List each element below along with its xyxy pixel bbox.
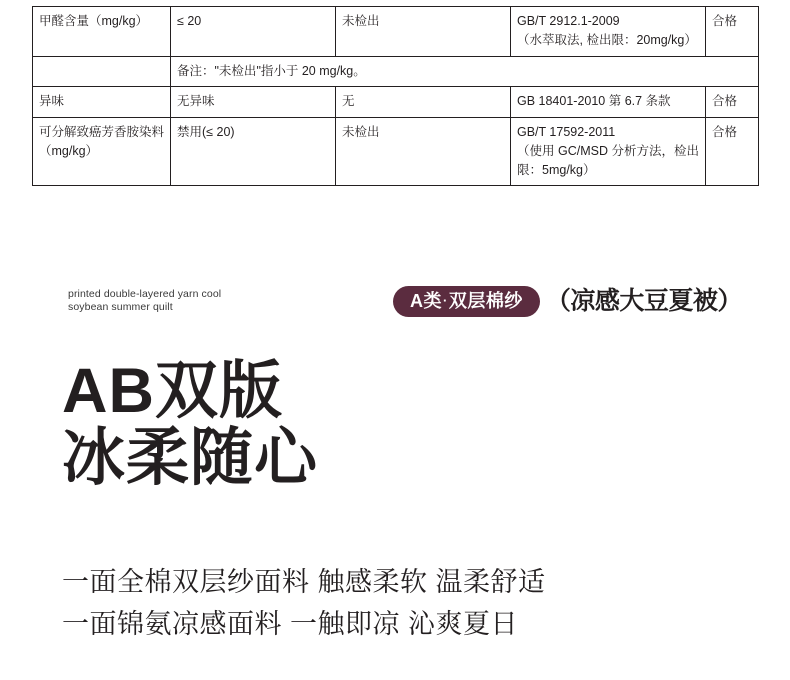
feature-line-2: 一面锦氨凉感面料 一触即凉 沁爽夏日: [62, 608, 519, 639]
cell-item-empty: [33, 56, 171, 87]
cell-note: 备注："未检出"指小于 20 mg/kg。: [171, 56, 759, 87]
headline-line-2: 冰柔随心: [62, 423, 318, 494]
cell-standard: [511, 118, 706, 186]
table-row: [33, 87, 759, 118]
cell-result: 未检出: [336, 118, 511, 186]
cell-result: 未检出: [336, 7, 511, 57]
standard-line: （使用 GC/MSD 分析方法，检出限：5mg/kg）: [517, 143, 699, 177]
cell-conclusion: 合格: [706, 7, 759, 57]
badge-prefix: A类: [410, 291, 442, 311]
cell-item: 甲醛含量（mg/kg）: [33, 7, 171, 57]
cell-requirement: 无异味: [171, 87, 336, 118]
cell-standard: [511, 87, 706, 118]
cell-item: 异味: [33, 87, 171, 118]
feature-description: [62, 562, 546, 646]
cell-conclusion: 合格: [706, 87, 759, 118]
product-category-row: [393, 286, 742, 317]
product-name: （凉感大豆夏被）: [545, 287, 742, 315]
cell-requirement: 禁用(≤ 20): [171, 118, 336, 186]
specification-table-container: [32, 6, 758, 186]
badge-separator: ·: [443, 293, 448, 308]
cell-standard: [511, 7, 706, 57]
cell-result: 无: [336, 87, 511, 118]
cell-requirement: ≤ 20: [171, 7, 336, 57]
headline: [62, 358, 318, 493]
cell-item: 可分解致癌芳香胺染料（mg/kg）: [33, 118, 171, 186]
standard-line: （水萃取法, 检出限：20mg/kg）: [517, 32, 697, 47]
table-row-note: [33, 56, 759, 87]
cell-conclusion: 合格: [706, 118, 759, 186]
table-row: [33, 118, 759, 186]
badge-suffix: 双层棉纱: [448, 291, 523, 311]
specification-table: [32, 6, 759, 186]
standard-line: GB 18401-2010 第 6.7 条款: [517, 94, 671, 109]
standard-line: GB/T 2912.1-2009: [517, 14, 620, 28]
table-row: [33, 7, 759, 57]
standard-line: GB/T 17592-2011: [517, 125, 616, 139]
english-subtitle: printed double-layered yarn cool soybean summer quilt: [68, 288, 222, 314]
category-badge: [393, 286, 540, 317]
headline-line-1: AB双版: [62, 356, 283, 426]
feature-line-1: 一面全棉双层纱面料 触感柔软 温柔舒适: [62, 567, 546, 597]
